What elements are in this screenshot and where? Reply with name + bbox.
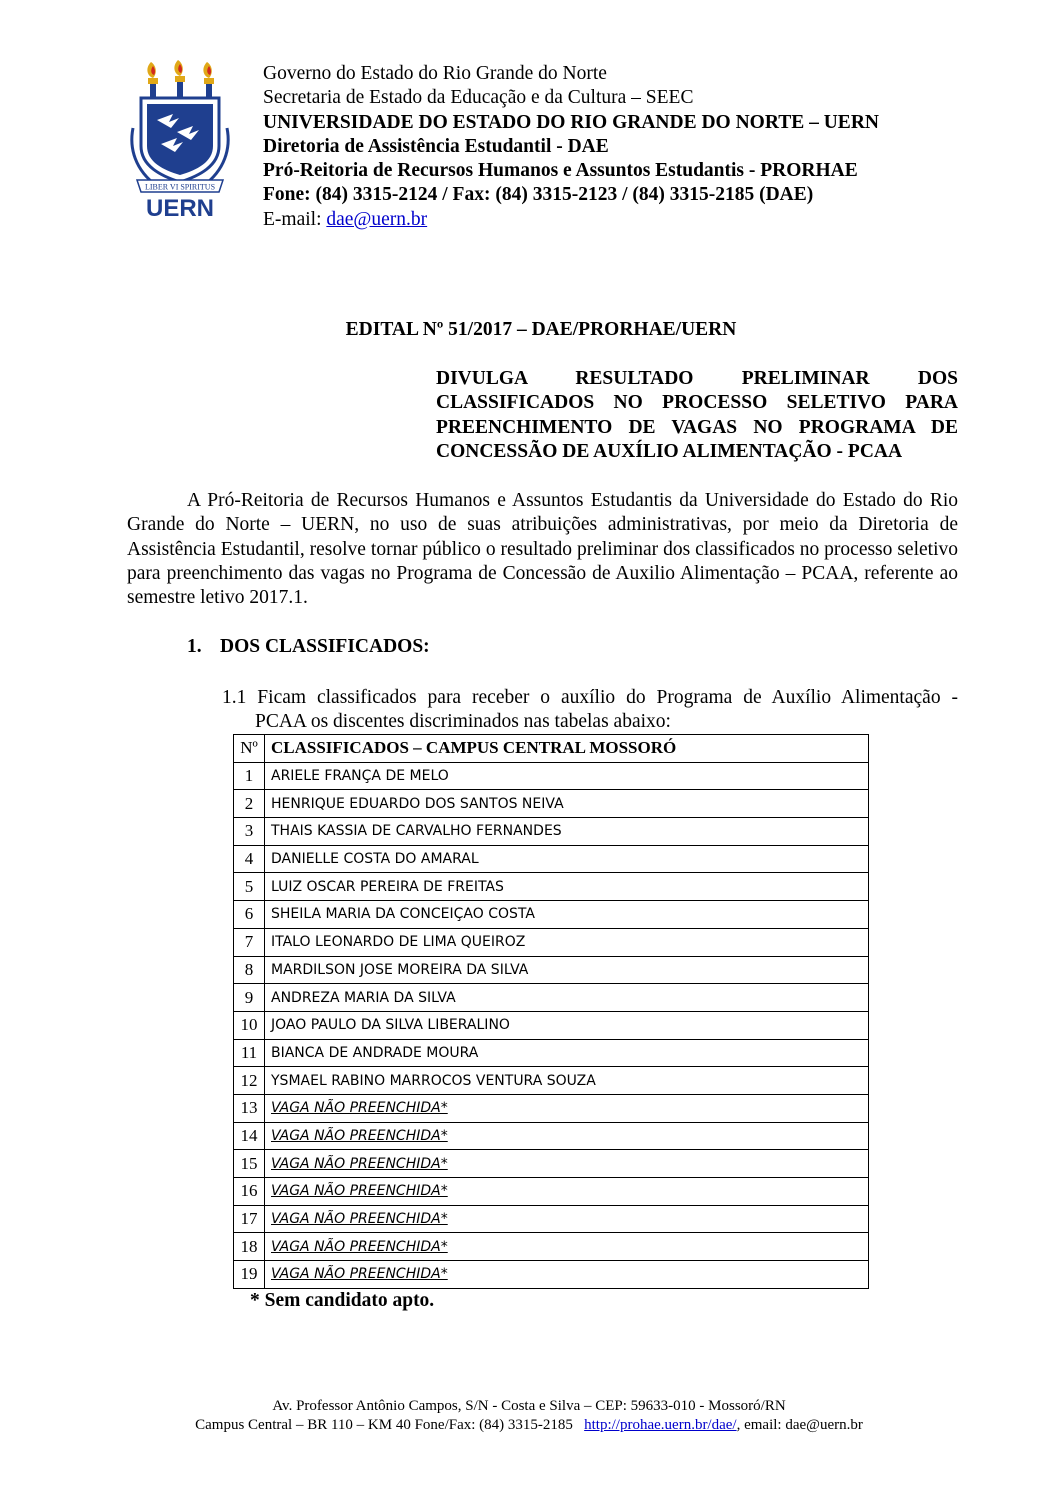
table-row	[234, 956, 869, 984]
student-name: YSMAEL RABINO MARROCOS VENTURA SOUZA	[265, 1067, 869, 1095]
table-footnote: * Sem candidato apto.	[250, 1290, 435, 1311]
student-name: ANDREZA MARIA DA SILVA	[265, 984, 869, 1012]
student-name: SHEILA MARIA DA CONCEIÇAO COSTA	[265, 901, 869, 929]
classified-table	[233, 734, 869, 1289]
row-number: 11	[234, 1039, 265, 1067]
row-number: 19	[234, 1261, 265, 1289]
vacancy-unfilled: VAGA NÃO PREENCHIDA*	[265, 1178, 869, 1206]
table-row	[234, 790, 869, 818]
table-row	[234, 1067, 869, 1095]
table-row	[234, 762, 869, 790]
svg-text:UERN: UERN	[145, 195, 215, 220]
intro-paragraph	[127, 489, 958, 610]
student-name: JOAO PAULO DA SILVA LIBERALINO	[265, 1011, 869, 1039]
student-name: LUIZ OSCAR PEREIRA DE FREITAS	[265, 873, 869, 901]
table-row	[234, 901, 869, 929]
torch-center-icon	[174, 60, 185, 98]
table-row	[234, 1039, 869, 1067]
government-name: Governo do Estado do Rio Grande do Norte	[263, 63, 607, 84]
summary-line: CLASSIFICADOS NO PROCESSO SELETIVO PARA	[436, 392, 958, 414]
row-number: 3	[234, 818, 265, 846]
email-label: E-mail:	[263, 208, 327, 230]
student-name: THAIS KASSIA DE CARVALHO FERNANDES	[265, 818, 869, 846]
row-number: 15	[234, 1150, 265, 1178]
row-number: 14	[234, 1122, 265, 1150]
column-header-classified: CLASSIFICADOS – CAMPUS CENTRAL MOSSORÓ	[265, 735, 869, 763]
vacancy-unfilled: VAGA NÃO PREENCHIDA*	[265, 1094, 869, 1122]
vacancy-unfilled: VAGA NÃO PREENCHIDA*	[265, 1261, 869, 1289]
row-number: 2	[234, 790, 265, 818]
row-number: 4	[234, 845, 265, 873]
section-heading	[187, 636, 430, 658]
email-line	[263, 208, 879, 232]
summary-line: PREENCHIMENTO DE VAGAS NO PROGRAMA DE	[436, 416, 958, 438]
footer	[0, 1397, 1058, 1435]
student-name: BIANCA DE ANDRADE MOURA	[265, 1039, 869, 1067]
table-row	[234, 873, 869, 901]
row-number: 7	[234, 928, 265, 956]
row-number: 13	[234, 1094, 265, 1122]
student-name: DANIELLE COSTA DO AMARAL	[265, 845, 869, 873]
table-row	[234, 1122, 869, 1150]
footer-campus: Campus Central – BR 110 – KM 40 Fone/Fax: (84) 3315-2185	[195, 1417, 573, 1433]
footer-email: , email: dae@uern.br	[736, 1417, 863, 1433]
footer-contact	[0, 1416, 1058, 1435]
column-header-number: Nº	[234, 735, 265, 763]
pro-rectorate-name: Pró-Reitoria de Recursos Humanos e Assuntos Estudantis - PRORHAE	[263, 160, 858, 182]
row-number: 6	[234, 901, 265, 929]
vacancy-unfilled: VAGA NÃO PREENCHIDA*	[265, 1122, 869, 1150]
subsection-1-1	[222, 686, 958, 735]
subsection-line: 1.1 Ficam classificados para receber o auxílio do Programa de Auxílio Alimentação -	[222, 687, 958, 708]
student-name: MARDILSON JOSE MOREIRA DA SILVA	[265, 956, 869, 984]
table-row	[234, 845, 869, 873]
table-row	[234, 1011, 869, 1039]
vacancy-unfilled: VAGA NÃO PREENCHIDA*	[265, 1205, 869, 1233]
summary-line: CONCESSÃO DE AUXÍLIO ALIMENTAÇÃO - PCAA	[436, 440, 903, 462]
subsection-line: PCAA os discentes discriminados nas tabelas abaixo:	[255, 711, 671, 733]
email-link[interactable]: dae@uern.br	[326, 208, 428, 230]
uern-logo	[127, 58, 233, 220]
intro-text: A Pró-Reitoria de Recursos Humanos e Assuntos Estudantis da Universidade do Estado do Rio Grande do Norte – UERN, no uso de suas atribuições administrativas, por meio da Diretoria de Assistência Estudantil, resolve tornar público o resultado preliminar dos classificados no processo seletivo para preenchimento das vagas no Programa de Concessão de Auxilio Alimentação – PCAA, referente ao semestre letivo 2017.1.	[127, 490, 958, 609]
row-number: 18	[234, 1233, 265, 1261]
table-row	[234, 1094, 869, 1122]
edital-title: EDITAL Nº 51/2017 – DAE/PRORHAE/UERN	[345, 319, 737, 340]
summary-line: DIVULGA RESULTADO PRELIMINAR DOS	[436, 368, 958, 389]
table-row	[234, 1233, 869, 1261]
row-number: 1	[234, 762, 265, 790]
student-name: HENRIQUE EDUARDO DOS SANTOS NEIVA	[265, 790, 869, 818]
vacancy-unfilled: VAGA NÃO PREENCHIDA*	[265, 1150, 869, 1178]
university-name: UNIVERSIDADE DO ESTADO DO RIO GRANDE DO NORTE – UERN	[263, 111, 879, 133]
section-number: 1.	[187, 636, 202, 657]
row-number: 9	[234, 984, 265, 1012]
torch-right-icon	[203, 62, 214, 98]
row-number: 5	[234, 873, 265, 901]
directorate-name: Diretoria de Assistência Estudantil - DAE	[263, 135, 609, 157]
table-row	[234, 1261, 869, 1289]
table-row	[234, 818, 869, 846]
table-row	[234, 984, 869, 1012]
section-title: DOS CLASSIFICADOS:	[220, 636, 430, 657]
footer-website-link[interactable]: http://prohae.uern.br/dae/	[584, 1417, 737, 1433]
secretariat-name: Secretaria de Estado da Educação e da Cultura – SEEC	[263, 87, 694, 109]
row-number: 10	[234, 1011, 265, 1039]
torch-left-icon	[147, 62, 158, 98]
svg-text:LIBER VI SPIRITUS: LIBER VI SPIRITUS	[144, 182, 216, 192]
vacancy-unfilled: VAGA NÃO PREENCHIDA*	[265, 1233, 869, 1261]
student-name: ARIELE FRANÇA DE MELO	[265, 762, 869, 790]
row-number: 16	[234, 1178, 265, 1206]
row-number: 17	[234, 1205, 265, 1233]
table-row	[234, 1205, 869, 1233]
phone-fax-line: Fone: (84) 3315-2124 / Fax: (84) 3315-2123 / (84) 3315-2185 (DAE)	[263, 184, 814, 206]
table-body	[234, 762, 869, 1288]
edital-summary	[436, 367, 958, 464]
row-number: 8	[234, 956, 265, 984]
table-row	[234, 1178, 869, 1206]
row-number: 12	[234, 1067, 265, 1095]
table-row	[234, 928, 869, 956]
table-row	[234, 1150, 869, 1178]
student-name: ITALO LEONARDO DE LIMA QUEIROZ	[265, 928, 869, 956]
table-header-row	[234, 735, 869, 763]
header-text	[263, 62, 879, 232]
footer-address: Av. Professor Antônio Campos, S/N - Costa e Silva – CEP: 59633-010 - Mossoró/RN	[272, 1398, 786, 1414]
letterhead	[127, 58, 967, 233]
